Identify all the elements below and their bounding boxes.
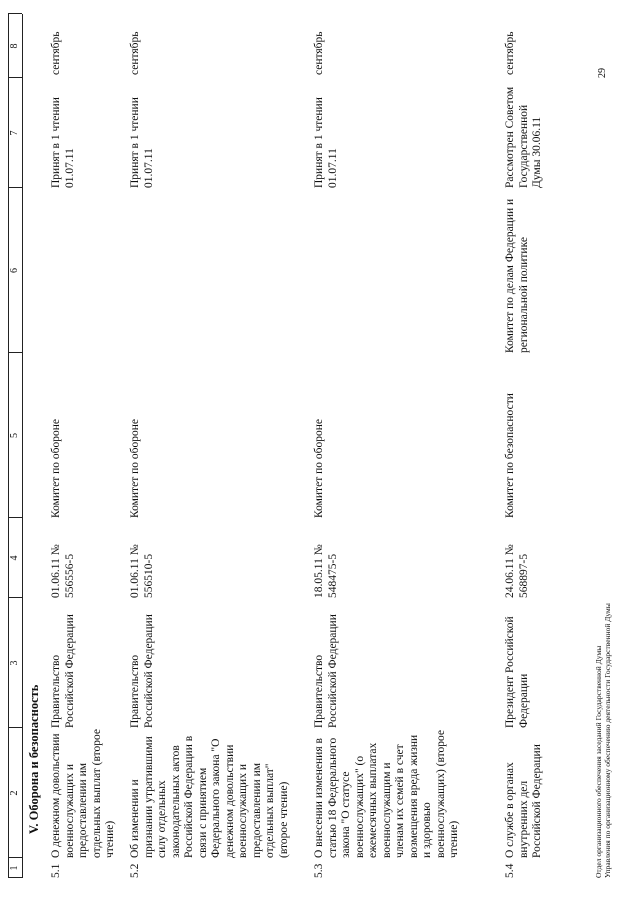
bill-registration: 24.06.11 № 568897-5	[504, 544, 530, 598]
rotated-table-area	[8, 8, 618, 878]
row-number: 5.3	[313, 863, 325, 878]
bill-initiator: Правительство Российской Федерации	[50, 614, 76, 728]
col-header-3: 3	[9, 660, 20, 666]
bill-month: сентябрь	[504, 31, 516, 75]
bill-month: сентябрь	[313, 31, 325, 75]
footer-line-1: Отдел организационного обеспечения заседаний Государственной Думы	[594, 645, 603, 878]
bill-initiator: Президент Российской Федерации	[504, 616, 530, 728]
bill-status: Принят в 1 чтении 01.07.11	[50, 97, 76, 188]
bill-initiator: Правительство Российской Федерации	[313, 614, 339, 728]
bill-registration: 01.06.11 № 556556-5	[50, 544, 76, 598]
row-number: 5.1	[50, 863, 62, 878]
bill-status: Рассмотрен Советом Государственной Думы 30.06.11	[504, 86, 543, 188]
col-header-7: 7	[9, 130, 20, 136]
row-number: 5.2	[129, 863, 141, 878]
col-header-5: 5	[9, 433, 20, 438]
bill-registration: 01.06.11 № 556510-5	[129, 544, 155, 598]
bill-status: Принят в 1 чтении 01.07.11	[129, 97, 155, 188]
column-number-header	[8, 14, 22, 878]
header-bottom-rule	[22, 14, 23, 878]
bill-co-committee: Комитет по делам Федерации и региональной политике	[504, 198, 530, 353]
footer-line-2: Управления по организационному обеспечению деятельности Государственной Думы	[603, 603, 612, 878]
bill-committee: Комитет по обороне	[313, 419, 325, 518]
bill-initiator: Правительство Российской Федерации	[129, 614, 155, 728]
col-header-8: 8	[9, 43, 20, 49]
bill-committee: Комитет по безопасности	[504, 393, 516, 518]
col-header-2: 2	[9, 790, 20, 796]
bill-committee: Комитет по обороне	[129, 419, 141, 518]
bill-title: О службе в органах внутренних дел Российской Федерации	[504, 744, 543, 858]
page-number: 29	[597, 68, 608, 78]
bill-month: сентябрь	[50, 31, 62, 75]
col-header-6: 6	[9, 268, 20, 273]
bill-title: О денежном довольствии военнослужащих и предоставлении им отдельных выплат (второе чтение)	[50, 728, 116, 858]
section-title: V. Оборона и безопасность	[27, 684, 41, 834]
bill-title: Об изменении и признании утратившими силу отдельных законодательных актов Российской Федерации в связи с принятием Федерального закона "О денежном довольствии военнослужащих и предоставлении им отдельных выплат" (второе чтение)	[129, 735, 290, 858]
col-header-4: 4	[9, 555, 20, 561]
bill-month: сентябрь	[129, 31, 141, 75]
bill-committee: Комитет по обороне	[50, 419, 62, 518]
bill-title: О внесении изменения в статью 18 Федерального закона "О статусе военнослужащих" (о ежемесячных выплатах военнослужащим и членам их семей в счет возмещения вреда жизни и здоровью военнослужащих) (второе чтение)	[313, 730, 460, 858]
col-header-1: 1	[9, 865, 20, 871]
bill-registration: 18.05.11 № 548475-5	[313, 544, 339, 598]
bill-status: Принят в 1 чтении 01.07.11	[313, 97, 339, 188]
row-number: 5.4	[504, 863, 516, 878]
